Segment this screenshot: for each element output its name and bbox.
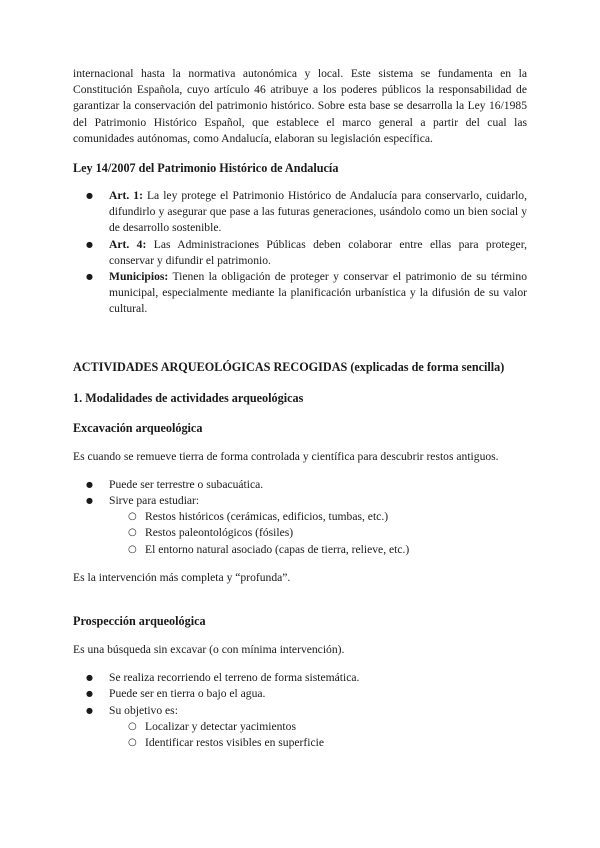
article-text: La ley protege el Patrimonio Histórico de Andalucía para conservarlo, cuidarlo, difundirlo y asegurar que pase a las futuras generaciones, usándolo como un bien social y de desarrollo sostenible. (109, 189, 527, 235)
document-page (73, 66, 527, 751)
modalidades-heading: 1. Modalidades de actividades arqueológicas (73, 390, 304, 405)
article-text: Las Administraciones Públicas deben colaborar entre ellas para proteger, conservar y difundir el patrimonio. (109, 237, 527, 267)
ley-heading: Ley 14/2007 del Patrimonio Histórico de Andalucía (73, 161, 339, 176)
activities-heading: ACTIVIDADES ARQUEOLÓGICAS RECOGIDAS (explicadas de forma sencilla) (73, 359, 505, 374)
prospeccion-intro: Es una búsqueda sin excavar (o con mínima intervención). (73, 643, 345, 657)
list-item: ● Puede ser en tierra o bajo el agua. (73, 686, 527, 702)
sub-list-item: ○ Identificar restos visibles en superficie (73, 735, 527, 751)
ley-articles-list (73, 188, 527, 318)
excavacion-list (73, 477, 527, 558)
excavacion-closing: Es la intervención más completa y “profunda”. (73, 570, 291, 584)
article-label: Art. 1: (109, 189, 143, 203)
list-item-text: Sirve para estudiar: (109, 494, 200, 508)
article-label: Municipios: (109, 270, 169, 284)
intro-paragraph: internacional hasta la normativa autonómica y local. Este sistema se fundamenta en la Constitución Española, cuyo artículo 46 atribuye a los poderes públicos la responsabilidad de garantizar la conservación del patrimonio histórico. Sobre esta base se desarrolla la Ley 16/1985 del Patrimonio Histórico Español, que establece el marco general a partir del cual las comunidades autónomas, como Andalucía, elaboran su legislación específica. (73, 67, 527, 145)
sub-list-item: ○ El entorno natural asociado (capas de tierra, relieve, etc.) (73, 542, 527, 558)
excavacion-sublist (73, 509, 527, 558)
sub-list-item: ○ Localizar y detectar yacimientos (73, 719, 527, 735)
article-label: Art. 4: (109, 237, 147, 251)
excavacion-heading: Excavación arqueológica (73, 420, 203, 435)
prospeccion-heading: Prospección arqueológica (73, 614, 206, 629)
list-item (73, 493, 527, 558)
list-item (73, 188, 527, 237)
sub-list-item: ○ Restos paleontológicos (fósiles) (73, 525, 527, 541)
list-item (73, 703, 527, 752)
list-item (73, 237, 527, 269)
prospeccion-sublist (73, 719, 527, 751)
excavacion-intro: Es cuando se remueve tierra de forma controlada y científica para descubrir restos antiguos. (73, 449, 499, 463)
list-item-text: Su objetivo es: (109, 703, 178, 717)
list-item: ● Se realiza recorriendo el terreno de forma sistemática. (73, 670, 527, 686)
article-text: Tienen la obligación de proteger y conservar el patrimonio de su término municipal, especialmente mediante la planificación urbanística y la difusión de su valor cultural. (109, 270, 527, 316)
prospeccion-list (73, 670, 527, 751)
list-item (73, 269, 527, 318)
list-item: ● Puede ser terrestre o subacuática. (73, 477, 527, 493)
sub-list-item: ○ Restos históricos (cerámicas, edificios, tumbas, etc.) (73, 509, 527, 525)
